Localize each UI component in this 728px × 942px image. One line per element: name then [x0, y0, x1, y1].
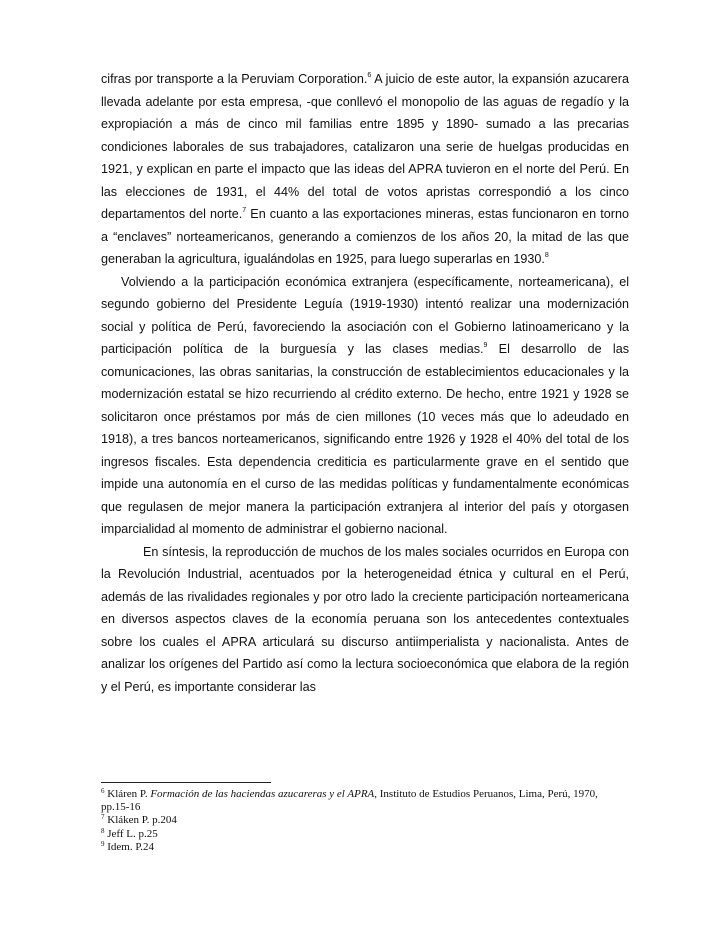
footnote-number: 9 — [101, 839, 105, 848]
text-run: A juicio de este autor, la expansión azucarera llevada adelante por esta empresa, -que conllevó el monopolio de las aguas de regadío y la expropiación a más de cinco mil familias entre 1895 y 1890- sumado a las precarias condiciones laborales de sus trabajadores, catalizaron una serie de huelgas producidas en 1921, y explican en parte el impacto que las ideas del APRA tuvieron en el norte del Perú. En las elecciones de 1931, el 44% del total de votos apristas correspondió a los cinco departamentos del norte. — [101, 72, 629, 221]
text-run: Idem. P.24 — [104, 840, 154, 853]
footnote-8 — [101, 828, 629, 841]
text-run: En cuanto a las exportaciones mineras, estas funcionaron en torno a “enclaves” norteamericanos, generando a comienzos de los años 20, la mitad de las que generaban la agricultura, igualándolas en 1925, para luego superarlas en 1930. — [101, 207, 629, 266]
footnote-7 — [101, 814, 629, 827]
body-text — [101, 68, 629, 698]
text-run: Jeff L. p.25 — [104, 827, 158, 840]
footnote-9 — [101, 841, 629, 854]
text-run: Kláren P. — [104, 788, 151, 800]
footnotes — [101, 788, 629, 854]
paragraph-1 — [101, 68, 629, 271]
footnote-ref: 6 — [367, 72, 372, 79]
text-run: cifras por transporte a la Peruviam Corporation. — [101, 72, 368, 86]
footnote-ref: 8 — [544, 252, 549, 259]
paragraph-2 — [101, 271, 629, 541]
text-run: Volviendo a la participación económica extranjera (específicamente, norteamericana), el segundo gobierno del Presidente Leguía (1919-1930) intentó realizar una modernización social y política de Perú, favoreciendo la asociación con el Gobierno latinoamericano y la participación política de la burguesía y las clases medias. — [101, 274, 629, 356]
footnote-6 — [101, 788, 629, 814]
footnote-ref: 7 — [242, 207, 247, 214]
text-run: , Instituto de Estudios Peruanos, Lima, Perú, 1970, pp.15-16 — [101, 788, 598, 814]
paragraph-3 — [101, 541, 629, 699]
footnote-number: 8 — [101, 826, 105, 835]
footnote-number: 6 — [101, 787, 105, 795]
footnote-number: 7 — [101, 813, 105, 822]
footnote-ref: 9 — [483, 342, 488, 349]
footnote-separator — [101, 782, 271, 783]
text-run: Kláken P. p.204 — [104, 814, 177, 827]
text-run: El desarrollo de las comunicaciones, las obras sanitarias, la construcción de establecimientos educacionales y la modernización estatal se hizo recurriendo al crédito externo. De hecho, entre 1921 y 1928 se solicitaron once préstamos por más de cien millones (10 veces más que lo adeudado en 1918), a tres bancos norteamericanos, significando entre 1926 y 1928 el 40% del total de los ingresos fiscales. Esta dependencia crediticia es particularmente grave en el sentido que impide una autonomía en el curso de las medidas políticas y fundamentalmente económicas que regulasen de mejor manera la participación extranjera al interior del país y otorgasen imparcialidad al momento de administrar el gobierno nacional. — [101, 342, 629, 536]
italic-title: Formación de las haciendas azucareras y el APRA — [150, 788, 375, 800]
text-run: En síntesis, la reproducción de muchos de los males sociales ocurridos en Europa con la Revolución Industrial, acentuados por la heterogeneidad étnica y cultural en el Perú, además de las rivalidades regionales y por otro lado la creciente participación norteamericana en diversos aspectos claves de la economía peruana son los antecedentes contextuales sobre los cuales el APRA articulará su discurso antiimperialista y nacionalista. Antes de analizar los orígenes del Partido así como la lectura socioeconómica que elabora de la región y el Perú, es importante considerar las — [101, 544, 629, 694]
